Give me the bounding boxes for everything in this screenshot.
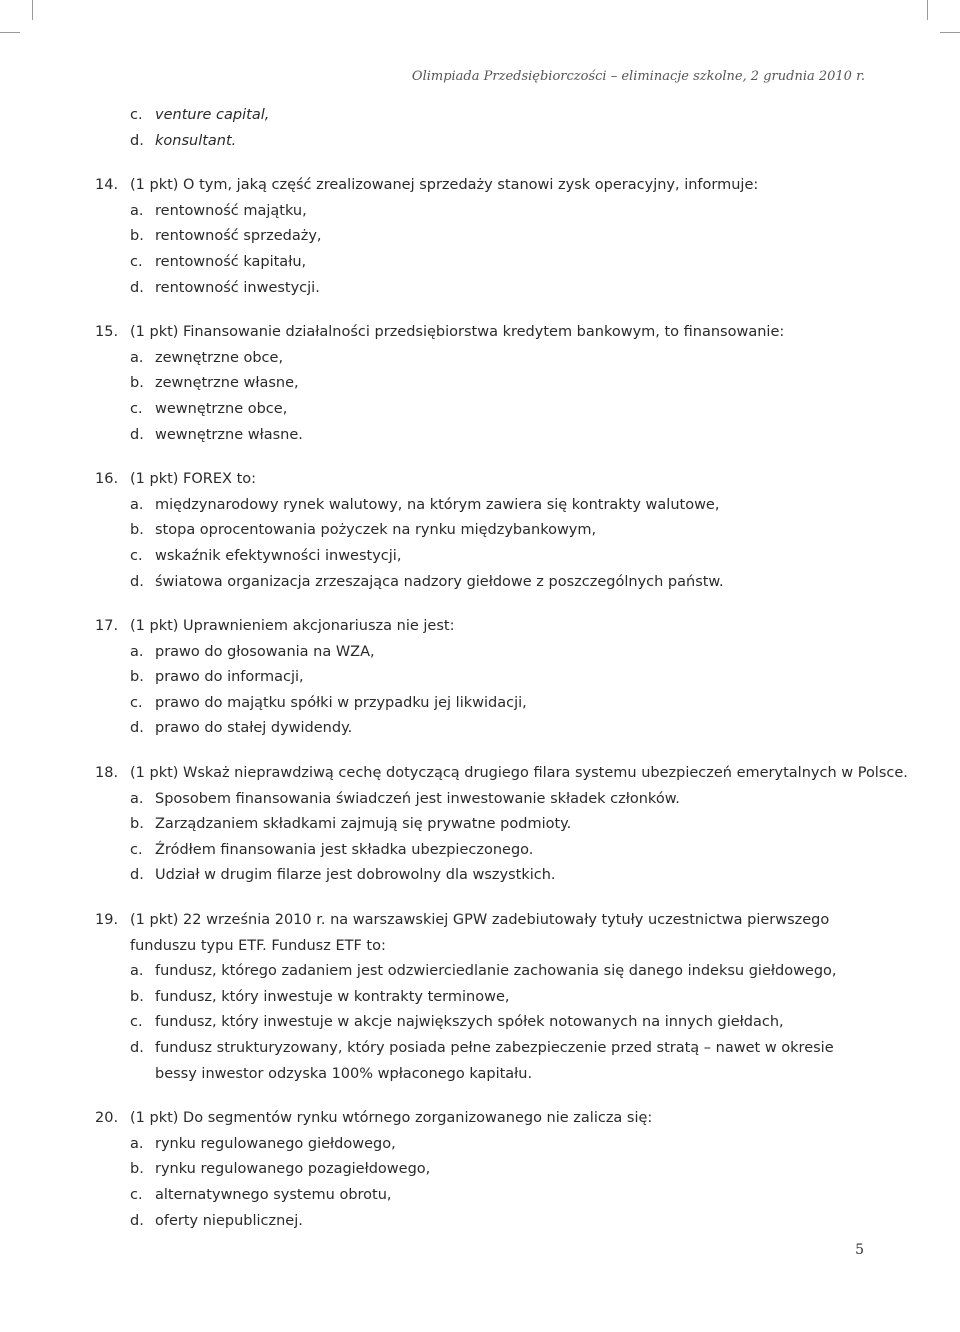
- option-label: c.: [130, 547, 143, 564]
- question-number: 18.: [95, 765, 119, 782]
- option-item: [95, 129, 870, 155]
- option-label: a.: [130, 496, 144, 513]
- question-text: (1 pkt) FOREX to:: [130, 471, 257, 488]
- option-label: d.: [130, 1212, 144, 1229]
- option-text: zewnętrzne własne,: [155, 375, 299, 392]
- option-label: b.: [130, 228, 144, 245]
- question-text: (1 pkt) Do segmentów rynku wtórnego zorganizowanego nie zalicza się:: [130, 1110, 653, 1127]
- option-item: [95, 276, 870, 302]
- option-text: zewnętrzne obce,: [155, 349, 284, 366]
- option-item: [95, 1036, 870, 1087]
- question-text: (1 pkt) Finansowanie działalności przedsiębiorstwa kredytem bankowym, to finansowanie:: [130, 324, 785, 341]
- option-label: b.: [130, 988, 144, 1005]
- option-item: [95, 985, 870, 1011]
- question-text: (1 pkt) Uprawnieniem akcjonariusza nie jest:: [130, 618, 455, 635]
- option-item: [95, 812, 870, 838]
- option-item: [95, 665, 870, 691]
- question-number: 17.: [95, 618, 119, 635]
- option-label: d.: [130, 720, 144, 737]
- option-text: venture capital,: [155, 107, 270, 123]
- option-text: rynku regulowanego giełdowego,: [155, 1135, 396, 1152]
- option-text: stopa oprocentowania pożyczek na rynku międzybankowym,: [155, 522, 597, 539]
- option-item: [95, 716, 870, 742]
- continued-options: [95, 103, 870, 154]
- option-text: fundusz, który inwestuje w akcje największych spółek notowanych na innych giełdach,: [155, 1014, 784, 1031]
- question-spacer: [95, 301, 870, 320]
- question-number: 20.: [95, 1110, 119, 1127]
- option-item: [95, 199, 870, 225]
- option-text: rynku regulowanego pozagiełdowego,: [155, 1161, 431, 1178]
- option-label: d.: [130, 573, 144, 590]
- option-label: d.: [130, 867, 144, 884]
- question-number: 14.: [95, 177, 119, 194]
- question-spacer: [95, 742, 870, 761]
- option-item: [95, 838, 870, 864]
- question-spacer: [95, 595, 870, 614]
- question-spacer: [95, 889, 870, 908]
- question-spacer: [95, 448, 870, 467]
- option-item: [95, 371, 870, 397]
- option-item: [95, 224, 870, 250]
- option-text: fundusz, który inwestuje w kontrakty terminowe,: [155, 988, 510, 1005]
- question-block: [95, 154, 870, 301]
- option-text: Zarządzaniem składkami zajmują się prywatne podmioty.: [155, 816, 572, 833]
- question-number: 15.: [95, 324, 119, 341]
- question-stem: [95, 1106, 870, 1132]
- question-block: [95, 889, 870, 1087]
- question-number: 16.: [95, 471, 119, 488]
- option-text: wewnętrzne własne.: [155, 426, 303, 443]
- option-item: [95, 1183, 870, 1209]
- option-item: [95, 346, 870, 372]
- option-item: [95, 493, 870, 519]
- option-text: wskaźnik efektywności inwestycji,: [155, 547, 402, 564]
- option-text: rentowność inwestycji.: [155, 279, 320, 296]
- option-label: c.: [130, 841, 143, 858]
- option-text: Źródłem finansowania jest składka ubezpieczonego.: [155, 841, 534, 858]
- crop-mark-top-left-v: [32, 0, 33, 20]
- option-text: prawo do majątku spółki w przypadku jej likwidacji,: [155, 694, 527, 711]
- option-item: [95, 570, 870, 596]
- option-text: światowa organizacja zrzeszająca nadzory giełdowe z poszczególnych państw.: [155, 573, 724, 590]
- option-label: b.: [130, 816, 144, 833]
- option-item: [95, 863, 870, 889]
- option-label: d.: [130, 132, 144, 149]
- option-item: [95, 959, 870, 985]
- option-label: c.: [130, 253, 143, 270]
- option-item: [95, 1157, 870, 1183]
- option-text: rentowność sprzedaży,: [155, 228, 322, 245]
- crop-mark-top-right-h: [940, 32, 960, 33]
- option-label: c.: [130, 107, 143, 123]
- option-item: [95, 250, 870, 276]
- crop-mark-top-right-v: [927, 0, 928, 20]
- option-label: d.: [130, 426, 144, 443]
- option-text: alternatywnego systemu obrotu,: [155, 1186, 392, 1203]
- option-text: Udział w drugim filarze jest dobrowolny dla wszystkich.: [155, 867, 556, 884]
- question-spacer: [95, 154, 870, 173]
- option-label: a.: [130, 1135, 144, 1152]
- question-stem: [95, 908, 870, 959]
- option-text: konsultant.: [155, 132, 237, 149]
- question-block: [95, 301, 870, 448]
- option-label: b.: [130, 375, 144, 392]
- option-label: a.: [130, 643, 144, 660]
- option-label: c.: [130, 1014, 143, 1031]
- question-stem: [95, 761, 908, 787]
- question-text: (1 pkt) 22 września 2010 r. na warszawskiej GPW zadebiutowały tytuły uczestnictwa pierwszego funduszu typu ETF. Fundusz ETF to:: [130, 912, 830, 954]
- question-stem: [95, 320, 870, 346]
- question-block: [95, 448, 870, 595]
- option-text: fundusz strukturyzowany, który posiada pełne zabezpieczenie przed stratą – nawet w okresie bessy inwestor odzyska 100% wpłaconego kapitału.: [155, 1040, 834, 1082]
- option-item: [95, 787, 870, 813]
- option-item: [95, 691, 870, 717]
- option-label: c.: [130, 694, 143, 711]
- option-text: prawo do stałej dywidendy.: [155, 720, 353, 737]
- option-text: Sposobem finansowania świadczeń jest inwestowanie składek członków.: [155, 790, 680, 807]
- question-text: (1 pkt) Wskaż nieprawdziwą cechę dotyczącą drugiego filara systemu ubezpieczeń emerytalnych w Polsce.: [130, 765, 908, 782]
- question-block: [95, 1087, 870, 1234]
- option-item: [95, 397, 870, 423]
- option-label: c.: [130, 400, 143, 417]
- option-item: [95, 1132, 870, 1158]
- question-stem: [95, 614, 870, 640]
- question-spacer: [95, 1087, 870, 1106]
- option-label: a.: [130, 790, 144, 807]
- question-block: [95, 742, 908, 889]
- option-item: [95, 103, 870, 129]
- option-text: rentowność majątku,: [155, 202, 307, 219]
- option-text: oferty niepublicznej.: [155, 1212, 303, 1229]
- page-number: 5: [855, 1242, 864, 1258]
- option-label: a.: [130, 202, 144, 219]
- option-text: międzynarodowy rynek walutowy, na którym zawiera się kontrakty walutowe,: [155, 496, 720, 513]
- page-header: Olimpiada Przedsiębiorczości – eliminacje szkolne, 2 grudnia 2010 r.: [411, 69, 865, 84]
- option-text: wewnętrzne obce,: [155, 400, 288, 417]
- option-text: prawo do informacji,: [155, 669, 304, 686]
- option-item: [95, 640, 870, 666]
- option-item: [95, 518, 870, 544]
- option-label: b.: [130, 1161, 144, 1178]
- question-stem: [95, 467, 870, 493]
- option-label: c.: [130, 1186, 143, 1203]
- option-item: [95, 423, 870, 449]
- question-text: (1 pkt) O tym, jaką część zrealizowanej sprzedaży stanowi zysk operacyjny, informuje:: [130, 177, 759, 194]
- option-text: rentowność kapitału,: [155, 253, 307, 270]
- option-text: fundusz, którego zadaniem jest odzwierciedlanie zachowania się danego indeksu giełdowego,: [155, 963, 837, 980]
- question-list: [95, 103, 908, 1234]
- option-item: [95, 1010, 870, 1036]
- option-label: d.: [130, 1040, 144, 1056]
- option-text: prawo do głosowania na WZA,: [155, 643, 375, 660]
- option-label: d.: [130, 279, 144, 296]
- option-item: [95, 1209, 870, 1235]
- crop-mark-top-left-h: [0, 32, 20, 33]
- questions-container: [95, 154, 908, 1234]
- option-label: b.: [130, 522, 144, 539]
- question-stem: [95, 173, 870, 199]
- option-label: a.: [130, 963, 144, 980]
- question-block: [95, 595, 870, 742]
- option-label: a.: [130, 349, 144, 366]
- option-item: [95, 544, 870, 570]
- question-number: 19.: [95, 912, 119, 929]
- option-label: b.: [130, 669, 144, 686]
